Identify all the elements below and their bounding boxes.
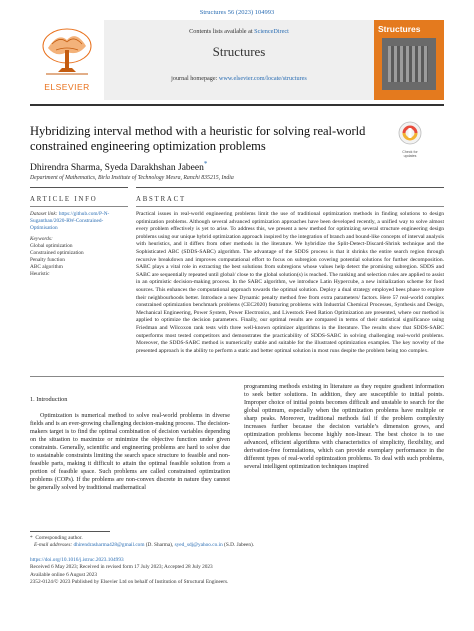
doi-link[interactable]: https://doi.org/10.1016/j.istruc.2023.104993	[30, 557, 124, 563]
check-updates-icon	[396, 120, 424, 148]
corresponding-author-note	[30, 535, 444, 542]
elsevier-wordmark: ELSEVIER	[44, 82, 90, 92]
dataset-link[interactable]: https://github.com/P-N-Suganthan/2020-RW-Constrained-Optimisation	[30, 211, 110, 231]
keyword-item: Constrained optimization	[30, 249, 84, 256]
keyword-item: Global optimization	[30, 242, 73, 249]
keyword-item: Heuristic	[30, 270, 50, 277]
email-owner-2: (S.D. Jabeen).	[222, 542, 255, 548]
keywords-label: Keywords:	[30, 236, 53, 242]
dataset-link-block	[30, 211, 130, 231]
corresponding-author-mark[interactable]: *	[203, 160, 208, 168]
keyword-item: ABC algorithm	[30, 263, 63, 270]
email-line	[30, 542, 444, 549]
footnote-rule	[30, 531, 110, 532]
journal-masthead	[30, 20, 444, 100]
cover-title: Structures	[378, 24, 421, 34]
abstract-heading-rule	[136, 206, 444, 207]
authors-text[interactable]: Dhirendra Sharma, Syeda Darakhshan Jabeen	[30, 163, 204, 174]
affiliation: Department of Mathematics, Birla Institute of Technology Mesra, Ranchi 835215, India	[30, 175, 234, 181]
abstract-top-rule	[136, 187, 444, 188]
homepage-line	[104, 75, 374, 82]
journal-title: Structures	[212, 44, 266, 59]
abstract-heading: ABSTRACT	[136, 196, 186, 203]
check-updates-label: Check for updates	[402, 150, 418, 158]
cover-photo	[382, 38, 436, 90]
dataset-label: Dataset link:	[30, 211, 58, 217]
footnote-mark: *	[30, 535, 33, 541]
email-link-1[interactable]: dhirendrasharma428@gmail.com	[73, 542, 145, 548]
journal-cover-image[interactable]	[374, 20, 444, 100]
email-link-2[interactable]: syed_sdj@yahoo.co.in	[174, 542, 223, 548]
article-metadata	[30, 557, 444, 586]
homepage-link[interactable]: www.elsevier.com/locate/structures	[218, 75, 307, 82]
footnote	[30, 535, 444, 549]
abstract-text: Practical issues in real-world engineering problems limit the use of traditional optimization methods in finding solutions to design optimization problems. Although several advanced optimization approaches have been developed recently, a unified way to solve almost every problem effectively is yet to arise. To address this, we present a new method for optimizing several structure engineering design problems using our unique hybrid optimization approach inspired by the integration of branch and bound-like concepts of interval analysis with heuristics, and it differs from other methods in the literature. We hybridize the Split-Detect-Discard-Shrink technique and the Sophisticated ABC (SDDS-SABC) algorithm. The advantage of the SDDS process is that it shrinks the entire search region through recursive breakdown and improves computational effort to focus on subregion covering potential solutions for further decomposition. SABC plays a vital role in extracting the best solutions from subregions whose values help detect the promising subregion. SDDS and SABC are sequentially repeated until global/ close to the global solution(s) is reached. The ranking and selection rules are applied to assist in an optimistic decision-making process. In the SABC algorithm, we introduce Latin Hypercube, a new initialization scheme for food sources. This enhances the computational approach towards the optimal solution. Deploy a dual strategy employed bees phase to explore their neighbourhoods better. Introduce a new Dynamic penalty method free from extra parameters/ factors. Here 57 real-world complex constrained optimization benchmark problems (CEC2020) featuring problems with Industrial Chemical Processes, Synthesis and Design, Mechanical Engineering, Power System, Power Electronics, and Livestock Feed Ration Optimization are presented, where our method is applied to optimize the decision parameters. Finally, our optimal results are compared in terms of their statistical significance using Friedman and Wilcoxon rank tests with three well-known optimizer algorithms in the literature. The results show that SDDS-SABC outperforms most tested competitors and demonstrates the practicability of SDDS-SABC in solving challenging real-world problems. Moreover, the SDDS-SABC method is numerically stable and suitable for the illustrated optimization examples. The key novelty of the presented approach is the ability to perform a static and better optimal solution in most runs despite the problem being too complex.	[136, 211, 444, 354]
keyword-item: Penalty function	[30, 256, 65, 263]
check-for-updates-badge[interactable]	[396, 120, 424, 158]
contents-line	[104, 28, 374, 35]
info-heading-rule	[30, 206, 128, 207]
footnote-label: Corresponding author.	[35, 535, 83, 541]
author-list	[30, 160, 207, 173]
email-label: E-mail addresses:	[33, 542, 73, 548]
body-column-right	[244, 383, 444, 472]
intro-paragraph-1: Optimization is numerical method to solve real-world problems in diverse fields and is an ever-growing challenging decision-making process. The decision-makers target is to find the optimal combination of decision variables depending on the situation to maximize or minimize the objective function under given constraints. Generally, scientific and engineering problems are hard to solve due to sustainable constraints limiting the search space structure to feasible and non-feasible parts, making it difficult to attain the optimal feasible solution from a portion of feasible space. Such problems are called constrained optimization problems (COPs). If the problems are non-convex discrete in nature they cannot be generally solved by traditional mathematical	[30, 413, 230, 492]
introduction-heading: 1. Introduction	[30, 396, 68, 403]
body-column-left	[30, 396, 230, 493]
intro-paragraph-2: programming methods existing in literature as they require gradient information to seek better solutions. In addition, they are susceptible to initial points. Improper choice of initial points becomes difficult and unstable to search for the global optimum, especially when the optimization problems have multiple or sharp peaks. Moreover, traditional methods fail if the problem complexity increases further because the decision variable’s dimension grows, and optimization problems become highly non-linear. The best choice is to use advanced, efficient algorithms with characteristics of simplicity, flexibility, and derivation-free formulations, which can provide exemplary performance in the different types of real-world optimization problems. To deal with such problems, several intelligent optimization techniques inspired	[244, 384, 444, 471]
sciencedirect-link[interactable]: ScienceDirect	[254, 28, 289, 35]
header-divider	[30, 104, 444, 106]
copyright-line: 2352-0124/© 2023 Published by Elsevier Ltd on behalf of Institution of Structural Engineers.	[30, 578, 229, 585]
keywords-block	[30, 236, 130, 277]
homepage-prefix: journal homepage:	[171, 75, 219, 82]
email-owner-1: (D. Sharma),	[144, 542, 175, 548]
elsevier-logo[interactable]	[30, 20, 104, 100]
journal-reference[interactable]: Structures 56 (2023) 104993	[199, 9, 275, 16]
info-top-rule	[30, 187, 128, 188]
contents-prefix: Contents lists available at	[189, 28, 255, 35]
tree-icon	[38, 26, 96, 78]
abstract-end-rule	[30, 376, 444, 377]
received-dates: Received 6 May 2023; Received in revised form 17 July 2023; Accepted 28 July 2023	[30, 564, 213, 571]
article-info-heading: ARTICLE INFO	[30, 196, 98, 203]
available-online: Available online 6 August 2023	[30, 571, 97, 578]
paper-title: Hybridizing interval method with a heuristic for solving real-world constrained engineering optimization problems	[30, 124, 366, 153]
